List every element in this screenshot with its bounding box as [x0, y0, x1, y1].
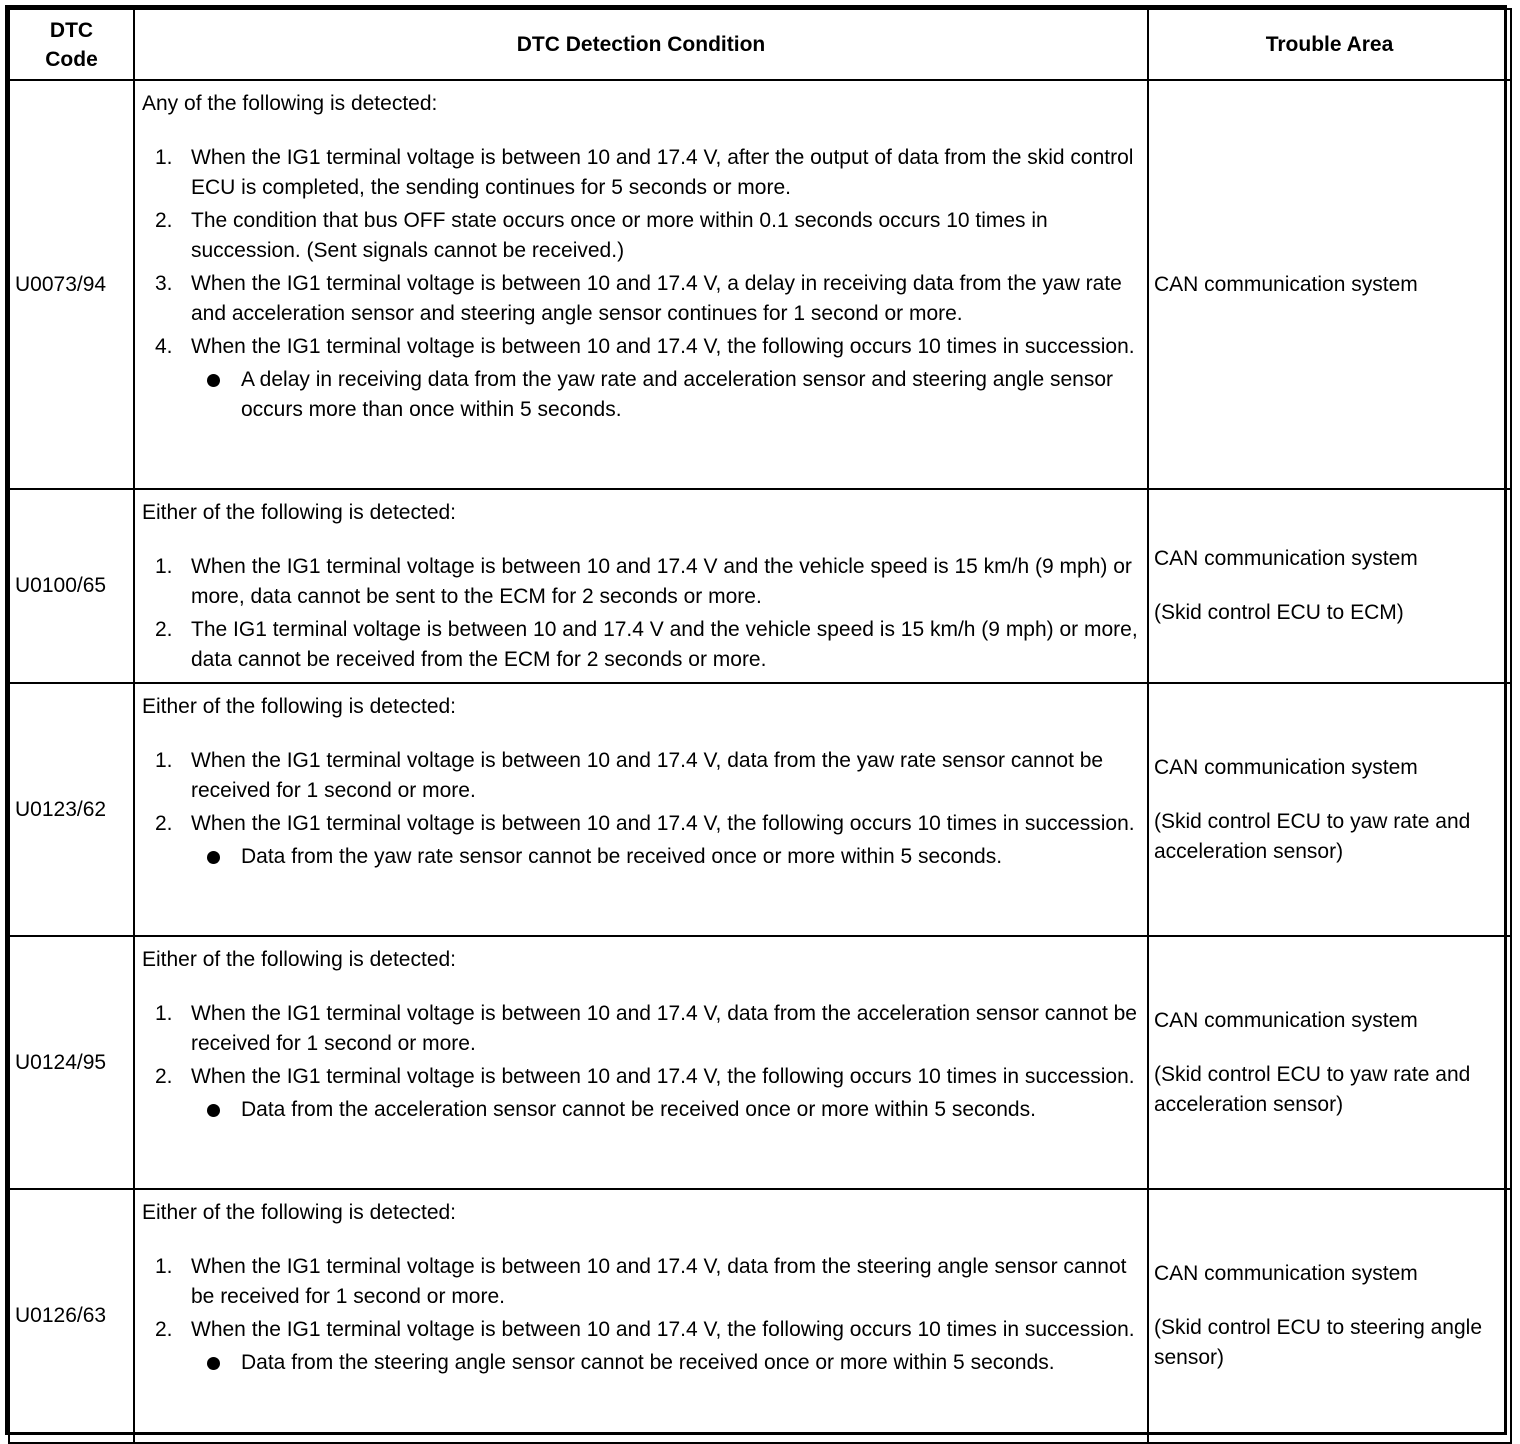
trouble-area-cell: [1148, 683, 1511, 936]
condition-item-text: When the IG1 terminal voltage is between 10 and 17.4 V, the following occurs 10 times in succession.: [191, 812, 1135, 835]
sub-condition-item: [191, 1095, 1143, 1125]
condition-item: [142, 206, 1143, 266]
sub-condition-text: Data from the acceleration sensor cannot be received once or more within 5 seconds.: [241, 1098, 1036, 1121]
condition-item: [142, 615, 1143, 675]
condition-item: [142, 552, 1143, 612]
condition-item-text: When the IG1 terminal voltage is between 10 and 17.4 V, data from the yaw rate sensor cannot be received for 1 second or more.: [191, 749, 1104, 802]
condition-intro: Either of the following is detected:: [142, 695, 457, 718]
condition-item-number: 4.: [155, 335, 173, 358]
condition-item-text: When the IG1 terminal voltage is between 10 and 17.4 V, data from the acceleration sensor cannot be received for 1 second or more.: [191, 1002, 1137, 1055]
condition-item-number: 1.: [155, 749, 173, 772]
trouble-area-text: (Skid control ECU to steering angle sensor): [1154, 1316, 1482, 1369]
trouble-area-text: CAN communication system: [1154, 547, 1418, 570]
condition-item: [142, 999, 1143, 1059]
condition-item-text: The IG1 terminal voltage is between 10 and 17.4 V and the vehicle speed is 15 km/h (9 mph) or more, data cannot be received from the ECM for 2 seconds or more.: [191, 618, 1138, 671]
table-row: [9, 936, 1511, 1189]
trouble-area-text: (Skid control ECU to yaw rate and acceleration sensor): [1154, 809, 1471, 863]
trouble-area-text: CAN communication system: [1154, 1008, 1418, 1032]
condition-item-number: 1.: [155, 1002, 173, 1025]
sub-condition-text: Data from the steering angle sensor cannot be received once or more within 5 seconds.: [241, 1351, 1055, 1374]
bullet-icon: [207, 374, 220, 387]
sub-condition-list: [191, 1095, 1143, 1125]
condition-item-text: When the IG1 terminal voltage is between 10 and 17.4 V, the following occurs 10 times in succession.: [191, 1318, 1135, 1341]
table-header-row: [9, 9, 1511, 80]
condition-item-number: 1.: [155, 1255, 173, 1278]
dtc-code-cell: U0124/95: [9, 936, 134, 1189]
condition-list: [142, 746, 1143, 872]
condition-item-text: When the IG1 terminal voltage is between 10 and 17.4 V, after the output of data from the skid control ECU is completed, the sending continues for 5 seconds or more.: [191, 146, 1134, 199]
trouble-area-text: (Skid control ECU to yaw rate and acceleration sensor): [1154, 1062, 1471, 1116]
condition-item: [142, 746, 1143, 806]
condition-item-text: When the IG1 terminal voltage is between 10 and 17.4 V, a delay in receiving data from the yaw rate and acceleration sensor and steering angle sensor continues for 1 second or more.: [191, 272, 1122, 325]
condition-item: [142, 269, 1143, 329]
trouble-area-text: CAN communication system: [1154, 1262, 1418, 1285]
condition-intro: Any of the following is detected:: [142, 92, 438, 115]
table-row: [9, 1189, 1511, 1443]
header-detection-condition: DTC Detection Condition: [134, 9, 1148, 80]
condition-item: [142, 1062, 1143, 1125]
sub-condition-list: [191, 1348, 1143, 1378]
table-row: [9, 80, 1511, 489]
dtc-code-cell: U0100/65: [9, 489, 134, 683]
condition-item-number: 1.: [155, 555, 173, 578]
trouble-area-cell: [1148, 489, 1511, 683]
condition-item-number: 2.: [155, 1065, 173, 1088]
sub-condition-item: [191, 365, 1143, 425]
condition-item-number: 3.: [155, 272, 173, 295]
trouble-area-cell: [1148, 80, 1511, 489]
trouble-area-text: CAN communication system: [1154, 755, 1418, 779]
header-trouble-area: Trouble Area: [1148, 9, 1511, 80]
condition-intro: Either of the following is detected:: [142, 948, 457, 971]
condition-item-number: 2.: [155, 209, 173, 232]
bullet-icon: [207, 1357, 220, 1370]
dtc-code-cell: U0073/94: [9, 80, 134, 489]
condition-item-number: 2.: [155, 812, 173, 835]
sub-condition-text: A delay in receiving data from the yaw rate and acceleration sensor and steering angle sensor occurs more than once within 5 seconds.: [241, 368, 1114, 421]
detection-condition-cell: [134, 936, 1148, 1189]
table-row: [9, 683, 1511, 936]
bullet-icon: [207, 851, 220, 864]
condition-item-text: When the IG1 terminal voltage is between 10 and 17.4 V, the following occurs 10 times in succession.: [191, 335, 1135, 358]
condition-item-number: 1.: [155, 146, 173, 169]
condition-item: [142, 1252, 1143, 1312]
dtc-table: [8, 8, 1512, 1444]
condition-item-text: When the IG1 terminal voltage is between 10 and 17.4 V and the vehicle speed is 15 km/h (9 mph) or more, data cannot be sent to the ECM for 2 seconds or more.: [191, 555, 1132, 608]
dtc-code-cell: U0123/62: [9, 683, 134, 936]
table-row: [9, 489, 1511, 683]
condition-item-text: The condition that bus OFF state occurs once or more within 0.1 seconds occurs 10 times in succession. (Sent signals cannot be received.): [191, 209, 1048, 262]
dtc-table-container: [5, 5, 1507, 1435]
sub-condition-text: Data from the yaw rate sensor cannot be received once or more within 5 seconds.: [241, 845, 1003, 868]
header-dtc-code: [9, 9, 134, 80]
condition-item: [142, 143, 1143, 203]
sub-condition-item: [191, 842, 1143, 872]
condition-intro: Either of the following is detected:: [142, 1201, 457, 1224]
bullet-icon: [207, 1104, 220, 1117]
sub-condition-item: [191, 1348, 1143, 1378]
condition-list: [142, 999, 1143, 1125]
condition-item-number: 2.: [155, 1318, 173, 1341]
condition-item: [142, 332, 1143, 425]
detection-condition-cell: [134, 80, 1148, 489]
condition-item: [142, 809, 1143, 872]
trouble-area-cell: [1148, 1189, 1511, 1443]
trouble-area-text: (Skid control ECU to ECM): [1154, 601, 1404, 624]
trouble-area-text: CAN communication system: [1154, 272, 1418, 296]
condition-item: [142, 1315, 1143, 1378]
trouble-area-cell: [1148, 936, 1511, 1189]
sub-condition-list: [191, 842, 1143, 872]
detection-condition-cell: [134, 1189, 1148, 1443]
condition-item-text: When the IG1 terminal voltage is between 10 and 17.4 V, data from the steering angle sensor cannot be received for 1 second or more.: [191, 1255, 1127, 1308]
condition-list: [142, 1252, 1143, 1378]
detection-condition-cell: [134, 489, 1148, 683]
condition-item-text: When the IG1 terminal voltage is between 10 and 17.4 V, the following occurs 10 times in succession.: [191, 1065, 1135, 1088]
condition-intro: Either of the following is detected:: [142, 501, 457, 524]
sub-condition-list: [191, 365, 1143, 425]
condition-list: [142, 552, 1143, 675]
condition-item-number: 2.: [155, 618, 173, 641]
header-dtc-code-label: DTC Code: [45, 18, 98, 71]
condition-list: [142, 143, 1143, 425]
detection-condition-cell: [134, 683, 1148, 936]
dtc-code-cell: U0126/63: [9, 1189, 134, 1443]
